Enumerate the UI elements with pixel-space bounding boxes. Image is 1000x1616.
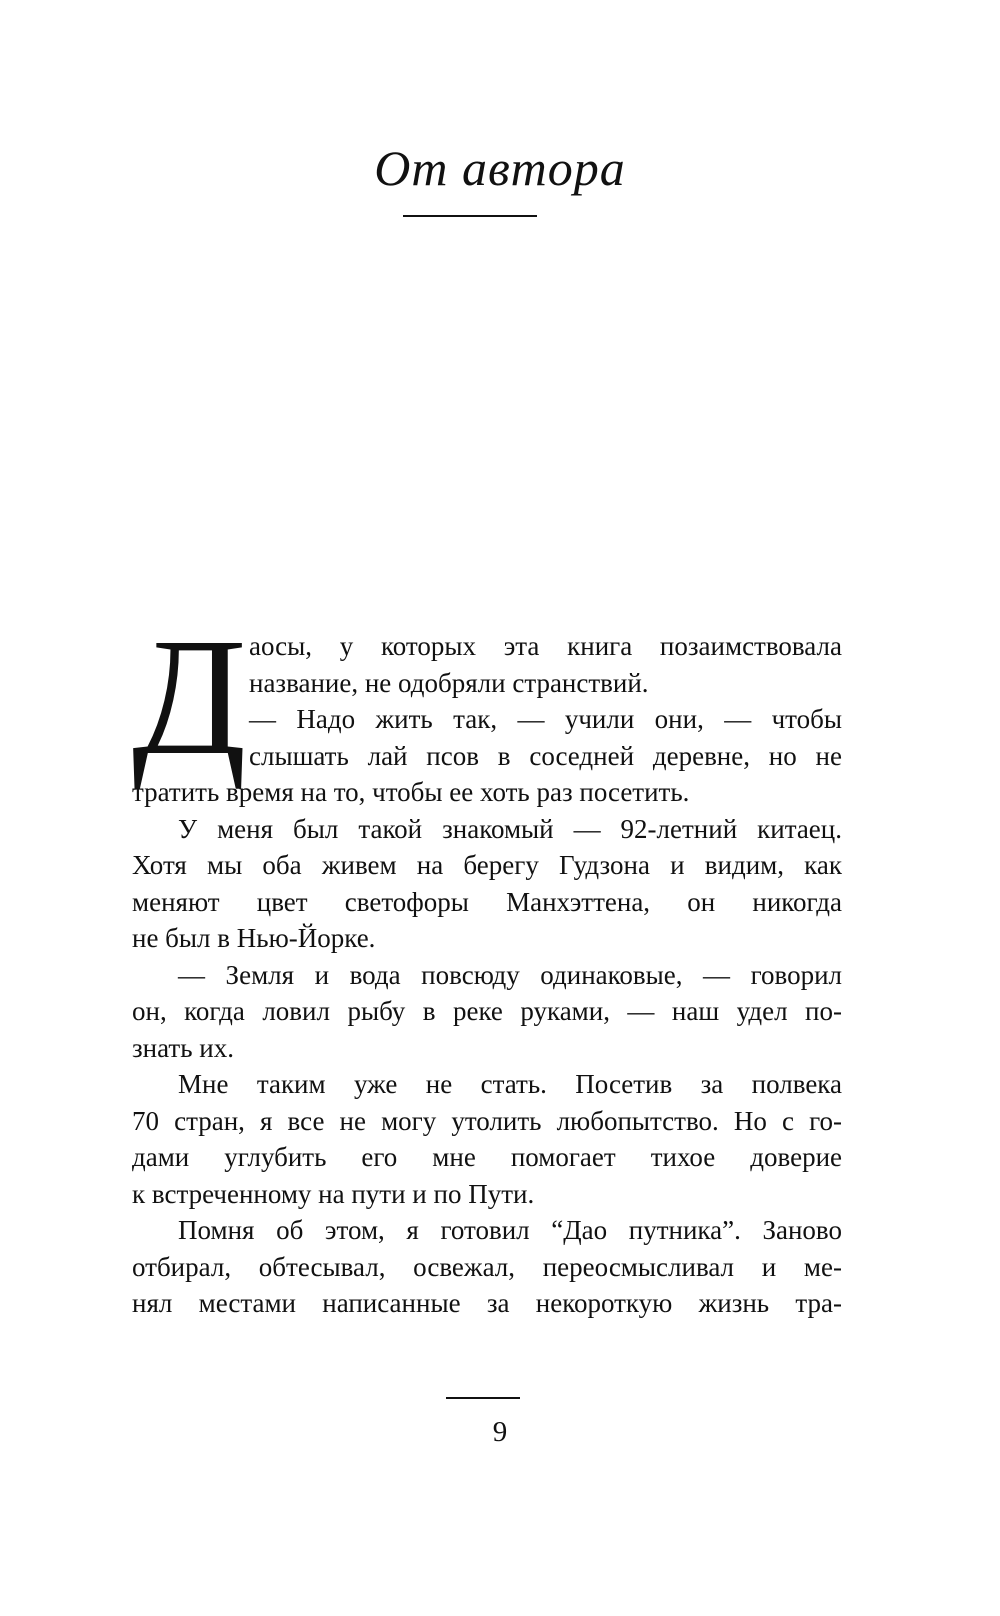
footer-divider (446, 1397, 520, 1399)
text-line: название, не одобряли странствий. (249, 667, 649, 698)
text-line: он, когда ловил рыбу в реке руками, — наш удел по- (132, 996, 842, 1026)
text-line: Хотя мы оба живем на берегу Гудзона и видим, как (132, 850, 842, 880)
text-line: к встреченному на пути и по Пути. (132, 1178, 535, 1209)
text-line: У меня был такой знакомый — 92-летний китаец. (178, 813, 842, 844)
text-line: меняют цвет светофоры Манхэттена, он никогда (132, 886, 842, 917)
text-line: дами углубить его мне помогает тихое доверие (132, 1142, 842, 1172)
text-line: тратить время на то, чтобы ее хоть раз посетить. (132, 777, 690, 807)
text-line: не был в Нью-Йорке. (132, 923, 376, 953)
chapter-body (132, 604, 842, 1322)
text-line: слышать лай псов в соседней деревне, но не (249, 740, 842, 771)
page-number: 9 (492, 1416, 508, 1448)
text-line: нял местами написанные за некороткую жизнь тра- (132, 1288, 842, 1318)
drop-cap: Д (132, 604, 247, 790)
text-line: Мне таким уже не стать. Посетив за полвека (178, 1069, 842, 1099)
text-line: 70 стран, я все не могу утолить любопытство. Но с го- (132, 1105, 842, 1136)
text-line: аосы, у которых эта книга позаимствовала (249, 631, 842, 661)
text-line: отбирал, обтесывал, освежал, переосмысливал и ме- (132, 1251, 842, 1282)
text-line: — Земля и вода повсюду одинаковые, — говорил (178, 959, 842, 990)
text-line: — Надо жить так, — учили они, — чтобы (249, 704, 842, 734)
title-divider (403, 215, 537, 217)
text-line: знать их. (132, 1032, 234, 1063)
text-line: Помня об этом, я готовил “Дао путника”. Заново (178, 1215, 842, 1245)
chapter-title: От автора (374, 140, 626, 196)
